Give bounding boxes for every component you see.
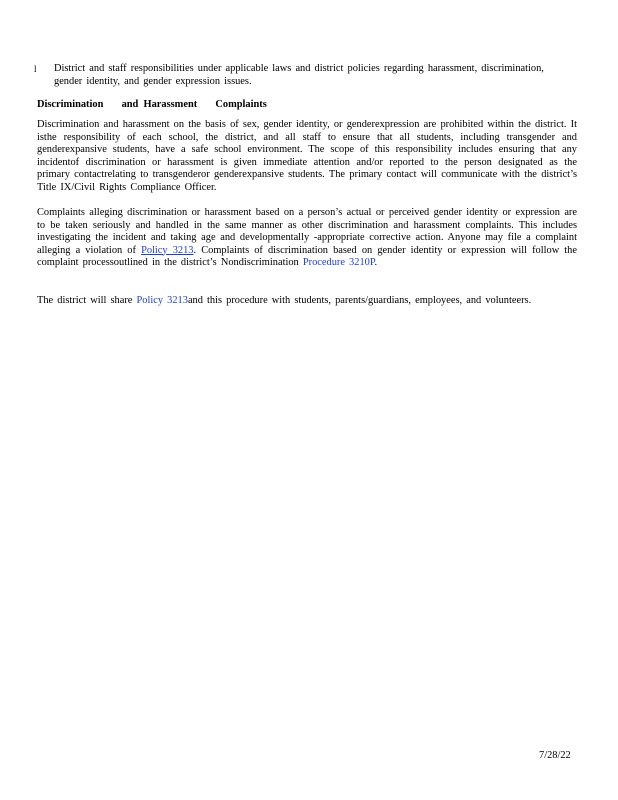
paragraph-share-text-2: and this procedure with students, parents/guardians, employees, and volunteers. bbox=[187, 295, 532, 306]
paragraph-scope: Discrimination and harassment on the basis of sex, gender identity, or genderexpression are prohibited within the district. It isthe responsibility of each school, the district, and all staff to ensure that all students, including transgender and genderexpansive students, have a safe school environment. The scope of this responsibility includes ensuring that any incidentof discrimination or harassment is given immediate attention and/or reported to the person designated as the primary contactrelating to transgenderor genderexpansive students. The primary contact will communicate with the district’s Title IX/Civil Rights Compliance Officer. bbox=[37, 119, 577, 193]
paragraph-share-text-1: The district will share bbox=[37, 295, 137, 306]
paragraph-complaints bbox=[37, 207, 577, 270]
bullet-item bbox=[34, 63, 574, 88]
bullet-marker: l bbox=[34, 64, 37, 74]
policy-3213-link-2[interactable]: Policy 3213 bbox=[136, 295, 188, 306]
paragraph-complaints-text-3: . bbox=[374, 257, 378, 268]
paragraph-complaints-text-2: . Complaints of discrimination based on gender identity or expression will follow the complaint processoutlined in the district’s Nondiscrimination bbox=[37, 244, 577, 268]
paragraph-share bbox=[37, 295, 577, 308]
paragraph-complaints-text-1: Complaints alleging discrimination or harassment based on a person’s actual or perceived gender identity or expression are to be taken seriously and handled in the same manner as other discrimination and harassment complaints. This includes investigating the incident and taking age and developmentally -appropriate corrective action. Anyone may file a complaint alleging a violation of bbox=[37, 207, 577, 256]
footer-date: 7/28/22 bbox=[539, 750, 571, 761]
section-heading: Discrimination and Harassment Complaints bbox=[37, 99, 267, 110]
policy-3213-link[interactable]: Policy 3213 bbox=[141, 244, 194, 256]
bullet-text: District and staff responsibilities under applicable laws and district policies regarding harassment, discrimination, gender identity, and gender expression issues. bbox=[54, 63, 544, 87]
procedure-3210p-link[interactable]: Procedure 3210P bbox=[302, 257, 375, 268]
